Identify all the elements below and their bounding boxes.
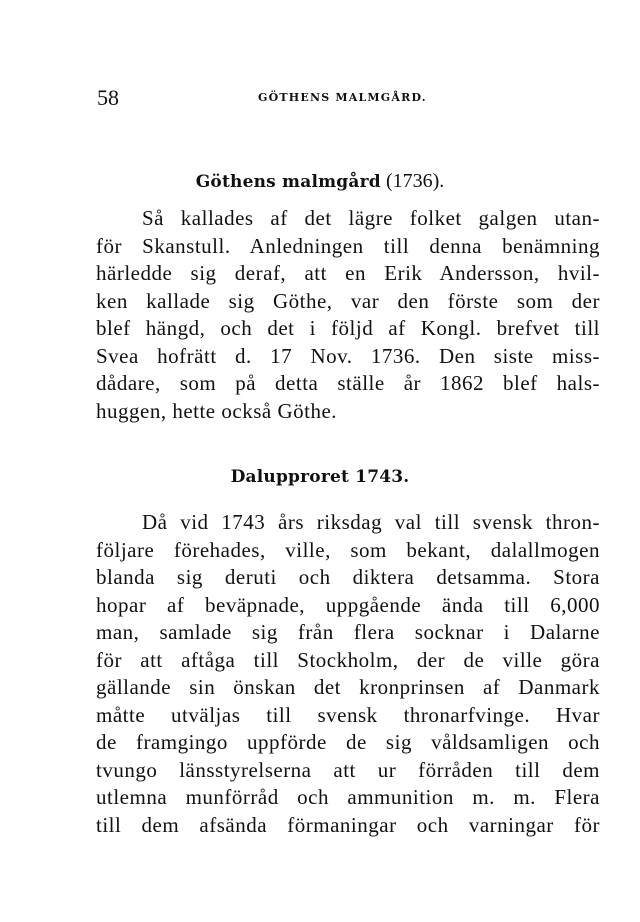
section-title-bold: Göthens malmgård (195, 172, 381, 192)
page-number: 58 (97, 85, 119, 110)
text-line: hopar af beväpnade, uppgående ända till 6,000 (96, 592, 600, 617)
text-line: blanda sig deruti och diktera detsamma. Stora (96, 565, 600, 589)
text-line: blef hängd, och det i följd af Kongl. brefvet till (96, 316, 600, 340)
text-line: man, samlade sig från flera socknar i Dalarne (96, 620, 600, 644)
text-line: ken kallade sig Göthe, var den förste som der (96, 288, 600, 313)
text-line: de framgingo uppförde de sig våldsamligen och (96, 730, 600, 754)
text-line: gällande sin önskan det kronprinsen af Danmark (96, 675, 600, 699)
text-line: Svea hofrätt d. 17 Nov. 1736. Den siste miss- (96, 343, 600, 368)
text-line: tvungo länsstyrelserna att ur förråden till dem (96, 757, 600, 782)
section-title-dalupproret (0, 467, 640, 487)
text-line: Så kallades af det lägre folket galgen utan- (142, 206, 600, 230)
section-title-bold: Dalupproret 1743. (230, 467, 410, 487)
text-line: huggen, hette också Göthe. (96, 398, 338, 423)
text-line: måtte utväljas till svensk thronarfvinge. Hvar (96, 702, 600, 727)
text-line: till dem afsända förmaningar och varningar för (96, 812, 600, 837)
running-head: GÖTHENS MALMGÅRD. (258, 91, 427, 104)
text-line: härledde sig deraf, att en Erik Andersson, hvil- (96, 261, 600, 285)
section-title-gothens-malmgard (0, 170, 640, 193)
text-line: för att aftåga till Stockholm, der de ville göra (96, 647, 600, 672)
paragraph-dalupproret (96, 509, 600, 839)
text-line: Då vid 1743 års riksdag val till svensk thron- (142, 510, 600, 534)
text-line: dådare, som på detta ställe år 1862 blef hals- (96, 371, 600, 395)
text-line: för Skanstull. Anledningen till denna benämning (96, 233, 600, 258)
text-line: utlemna munförråd och ammunition m. m. Flera (96, 785, 600, 809)
paragraph-gothens-malmgard (96, 205, 600, 425)
text-line: följare förehades, ville, som bekant, dalallmogen (96, 537, 600, 562)
section-title-year: (1736). (385, 170, 445, 192)
